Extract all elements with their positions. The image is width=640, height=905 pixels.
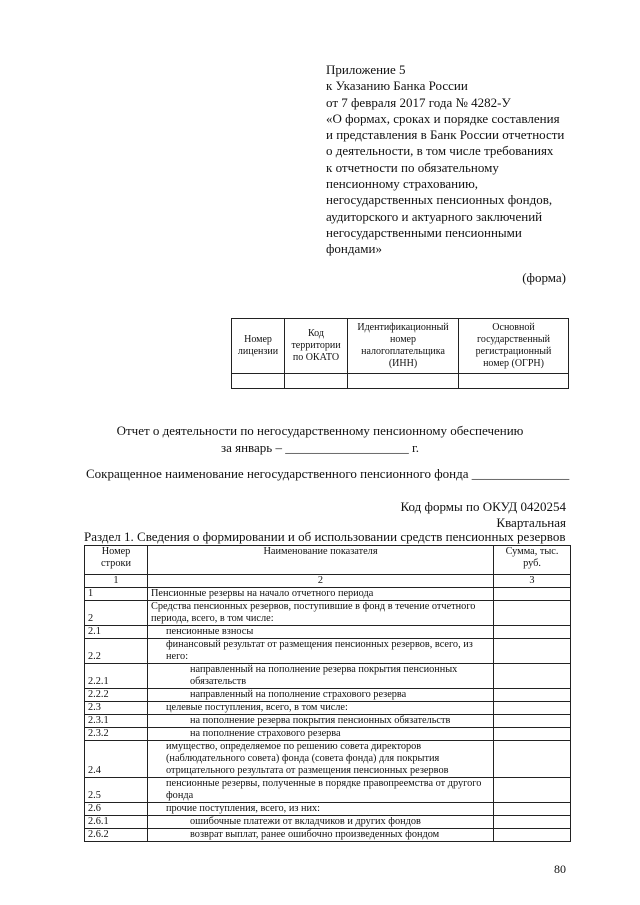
row-number: 2.6 — [85, 803, 148, 816]
indicator-name: имущество, определяемое по решению совета директоров (наблюдательного совета) фонда (совета фонда) для покрытия отрицательного результата от размещения пенсионных резервов — [148, 741, 494, 778]
row-number: 2.2.1 — [85, 664, 148, 689]
amount-header: Сумма, тыс. руб. — [494, 546, 571, 575]
table-row — [85, 689, 571, 702]
indicator-name: пенсионные взносы — [148, 626, 494, 639]
okud-code: Код формы по ОКУД 0420254 — [400, 499, 566, 514]
indicator-name: возврат выплат, ранее ошибочно произведенных фондом — [148, 829, 494, 842]
table-row — [85, 741, 571, 778]
table-row — [85, 829, 571, 842]
appendix-line: и представления в Банк России отчетности — [326, 127, 565, 143]
amount-cell[interactable] — [494, 741, 571, 778]
appendix-line: негосударственных пенсионных фондов, — [326, 192, 553, 208]
indicator-name: прочие поступления, всего, из них: — [148, 803, 494, 816]
indicator-name: направленный на пополнение страхового резерва — [148, 689, 494, 702]
amount-cell[interactable] — [494, 702, 571, 715]
table-row — [85, 588, 571, 601]
appendix-line: к отчетности по обязательному — [326, 159, 499, 175]
okato-code-cell[interactable] — [285, 374, 348, 389]
amount-cell[interactable] — [494, 626, 571, 639]
appendix-line: Приложение 5 — [326, 62, 406, 77]
appendix-line: пенсионному страхованию, — [326, 176, 479, 192]
amount-cell[interactable] — [494, 728, 571, 741]
amount-cell[interactable] — [494, 664, 571, 689]
table-row — [85, 778, 571, 803]
row-number: 2.6.2 — [85, 829, 148, 842]
table-row — [85, 601, 571, 626]
indicator-name: финансовый результат от размещения пенсионных резервов, всего, из него: — [148, 639, 494, 664]
table-row — [85, 715, 571, 728]
indicator-name: на пополнение страхового резерва — [148, 728, 494, 741]
amount-cell[interactable] — [494, 588, 571, 601]
appendix-line: «О формах, сроках и порядке составления — [326, 110, 560, 126]
table-row — [85, 728, 571, 741]
column-number: 2 — [148, 575, 494, 588]
column-number: 1 — [85, 575, 148, 588]
report-title — [60, 422, 580, 456]
row-number: 2.1 — [85, 626, 148, 639]
column-number: 3 — [494, 575, 571, 588]
inn-header: Идентификационный номер налогоплательщика (ИНН) — [348, 319, 459, 374]
row-number: 2.2.2 — [85, 689, 148, 702]
fund-name-line: Сокращенное наименование негосударственного пенсионного фонда _______________ — [86, 466, 570, 481]
periodicity: Квартальная — [496, 515, 566, 530]
license-number-cell[interactable] — [232, 374, 285, 389]
appendix-header — [326, 62, 586, 258]
table-row — [85, 803, 571, 816]
okato-code-header: Код территории по ОКАТО — [285, 319, 348, 374]
ogrn-header: Основной государственный регистрационный номер (ОГРН) — [459, 319, 569, 374]
indicator-name: Пенсионные резервы на начало отчетного периода — [148, 588, 494, 601]
table-row — [85, 639, 571, 664]
report-title-line: Отчет о деятельности по негосударственному пенсионному обеспечению — [116, 423, 524, 438]
appendix-line: от 7 февраля 2017 года № 4282-У — [326, 94, 511, 110]
amount-cell[interactable] — [494, 601, 571, 626]
indicator-name: Средства пенсионных резервов, поступившие в фонд в течение отчетного периода, всего, в том числе: — [148, 601, 494, 626]
appendix-line: фондами» — [326, 241, 382, 257]
table-row — [85, 626, 571, 639]
row-number: 2.2 — [85, 639, 148, 664]
pension-reserves-table — [84, 545, 571, 842]
form-code-block — [401, 499, 566, 531]
amount-cell[interactable] — [494, 689, 571, 702]
row-number: 2.3 — [85, 702, 148, 715]
appendix-line: негосударственными пенсионными — [326, 224, 522, 240]
amount-cell[interactable] — [494, 816, 571, 829]
appendix-line: к Указанию Банка России — [326, 78, 468, 94]
amount-cell[interactable] — [494, 829, 571, 842]
amount-cell[interactable] — [494, 715, 571, 728]
amount-cell[interactable] — [494, 803, 571, 816]
row-number: 2.6.1 — [85, 816, 148, 829]
row-number: 2.3.1 — [85, 715, 148, 728]
row-number: 2 — [85, 601, 148, 626]
indicator-name: пенсионные резервы, полученные в порядке правопреемства от другого фонда — [148, 778, 494, 803]
page-number: 80 — [554, 862, 566, 876]
license-number-header: Номер лицензии — [232, 319, 285, 374]
indicator-name: на пополнение резерва покрытия пенсионных обязательств — [148, 715, 494, 728]
row-number: 1 — [85, 588, 148, 601]
amount-cell[interactable] — [494, 778, 571, 803]
row-number: 2.4 — [85, 741, 148, 778]
ogrn-cell[interactable] — [459, 374, 569, 389]
table-row — [85, 816, 571, 829]
indicator-name: направленный на пополнение резерва покрытия пенсионных обязательств — [148, 664, 494, 689]
row-number-header: Номер строки — [85, 546, 148, 575]
section-title: Раздел 1. Сведения о формировании и об использовании средств пенсионных резервов — [84, 529, 566, 544]
indicator-name: целевые поступления, всего, в том числе: — [148, 702, 494, 715]
form-label: (форма) — [522, 270, 566, 285]
amount-cell[interactable] — [494, 639, 571, 664]
report-period-line: за январь – ___________________ г. — [220, 440, 420, 455]
inn-cell[interactable] — [348, 374, 459, 389]
indicator-name-header: Наименование показателя — [148, 546, 494, 575]
row-number: 2.5 — [85, 778, 148, 803]
appendix-line: аудиторского и актуарного заключений — [326, 208, 543, 224]
appendix-line: о деятельности, в том числе требованиях — [326, 143, 554, 159]
table-row — [85, 702, 571, 715]
indicator-name: ошибочные платежи от вкладчиков и других фондов — [148, 816, 494, 829]
table-row — [85, 664, 571, 689]
registration-table — [231, 318, 569, 389]
row-number: 2.3.2 — [85, 728, 148, 741]
